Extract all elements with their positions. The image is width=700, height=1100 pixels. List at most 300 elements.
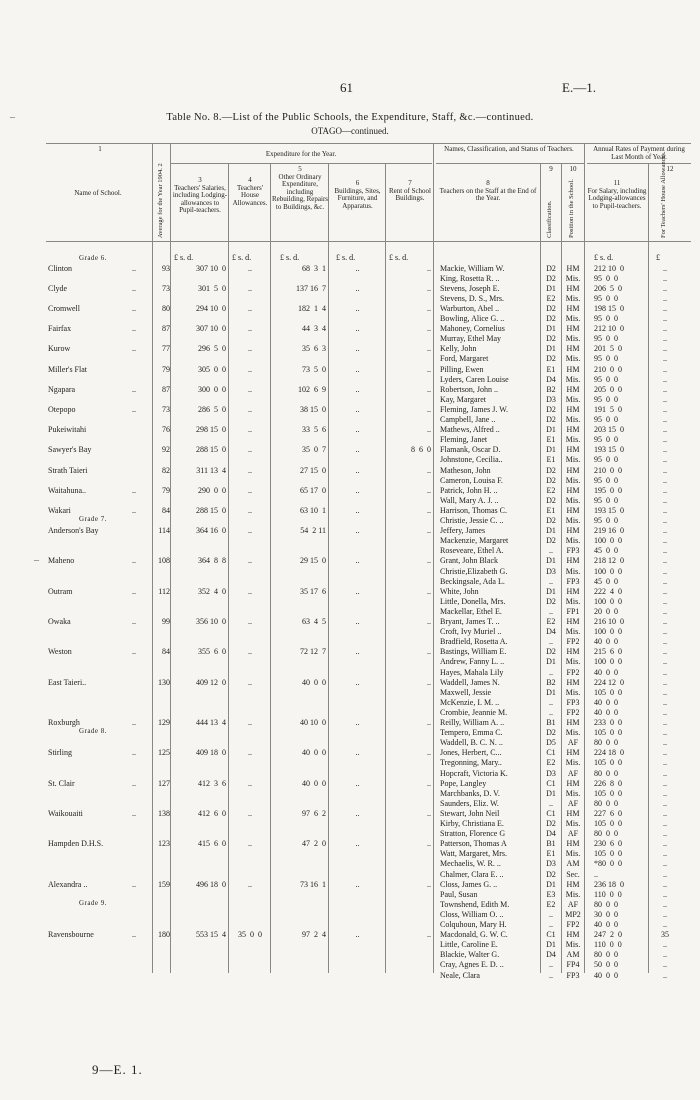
school-rent: .. (427, 718, 431, 727)
teacher-classification: B1 (546, 718, 556, 727)
teacher-name: Bradfield, Rosetta A. (440, 637, 508, 647)
teacher-classification: D3 (546, 859, 556, 869)
teacher-position: HM (566, 263, 580, 273)
school-buildings: .. (355, 808, 360, 818)
school-house-allowance: .. (248, 778, 252, 788)
school-average: 112 (158, 586, 170, 596)
school-house-allowance: .. (248, 647, 252, 657)
school-buildings: .. (355, 839, 360, 849)
teacher-name: Bastings, William E. (440, 647, 507, 657)
teacher-rate-salary: 230 6 0 (594, 839, 622, 849)
teacher-rate-salary: 95 0 0 (594, 334, 618, 344)
school-buildings: .. (355, 586, 360, 596)
teacher-classification: D2 (546, 495, 556, 505)
school-other-expenditure: 73 5 0 (302, 364, 326, 374)
teacher-rate-salary: 222 4 0 (594, 586, 622, 596)
teacher-row (0, 455, 700, 465)
teacher-rate-salary: 80 0 0 (594, 738, 618, 748)
teacher-rate-house: .. (663, 808, 667, 818)
teacher-name: Andrew, Fanny L. .. (440, 657, 505, 667)
teacher-name: Tempero, Emma C. (440, 728, 503, 738)
teacher-name: Watt, Margaret, Mrs. (440, 849, 507, 859)
teacher-name: King, Rosetta R. .. (440, 273, 500, 283)
teacher-name: Matheson, John (440, 465, 491, 475)
name-leader: .. (132, 930, 136, 940)
teacher-name: Grant, John Black (440, 556, 498, 566)
school-row (0, 839, 700, 849)
teacher-name: Stevens, D. S., Mrs. (440, 293, 505, 303)
teacher-name: Colquhoun, Mary H. (440, 920, 507, 929)
teacher-position: Mis. (565, 435, 581, 445)
teacher-name: Macdonald, G. W. C. (440, 930, 508, 940)
teacher-classification: D3 (546, 768, 556, 778)
school-name: Alexandra .. (48, 879, 88, 889)
table-title: Table No. 8.—List of the Public Schools, the Expenditure, Staff, &c.—continued. (166, 112, 534, 123)
school-rent: .. (427, 384, 431, 394)
teacher-position: FP3 (566, 576, 580, 586)
teacher-rate-salary: 195 0 0 (594, 485, 622, 495)
school-house-allowance: .. (248, 485, 252, 495)
school-average: 76 (162, 425, 170, 435)
teacher-position: Mis. (565, 687, 581, 697)
school-average: 87 (162, 324, 170, 334)
teacher-classification: D4 (546, 374, 556, 384)
school-average: 79 (162, 364, 170, 374)
teacher-classification: D2 (546, 303, 556, 313)
teacher-position: Mis. (565, 374, 581, 384)
name-leader: .. (132, 485, 136, 495)
teacher-classification: D2 (546, 404, 556, 414)
teacher-rate-house: .. (663, 869, 667, 879)
teacher-position: HM (566, 617, 580, 626)
school-rent: .. (427, 748, 431, 758)
school-average: 180 (158, 930, 170, 940)
teacher-rate-salary: 40 0 0 (594, 970, 618, 980)
col-10-number: 10 (569, 165, 577, 173)
teacher-row (0, 910, 700, 920)
teacher-position: FP3 (566, 970, 580, 980)
school-other-expenditure: 29 15 0 (300, 556, 326, 566)
teacher-name: Jeffery, James (440, 526, 486, 536)
teacher-position: HM (566, 445, 580, 455)
school-salaries: 307 10 0 (196, 263, 226, 273)
school-house-allowance: .. (248, 303, 252, 313)
school-name: Clinton (48, 263, 73, 273)
teacher-position: HM (566, 425, 580, 435)
teacher-rate-house: .. (663, 546, 667, 556)
school-name: Fairfax (48, 324, 72, 334)
teacher-rate-house: .. (663, 283, 667, 293)
school-salaries: 290 0 0 (198, 485, 226, 495)
teacher-rate-salary: 100 0 0 (594, 627, 622, 637)
school-house-allowance: .. (248, 384, 252, 394)
teacher-position: HM (566, 839, 580, 849)
teacher-classification: .. (549, 606, 553, 616)
teacher-row (0, 849, 700, 859)
teacher-rate-house: .. (663, 586, 667, 596)
teacher-rate-house: .. (663, 748, 667, 758)
teacher-rate-house: .. (663, 677, 667, 687)
teacher-rate-salary: 193 15 0 (594, 505, 624, 515)
name-leader: .. (132, 808, 136, 818)
teacher-rate-salary: 224 12 0 (594, 677, 624, 687)
teacher-rate-house: .. (663, 889, 667, 899)
teacher-name: Little, Caroline E. (440, 940, 498, 950)
teacher-rate-salary: 110 0 0 (594, 889, 622, 899)
school-rent: .. (427, 930, 431, 940)
name-leader: .. (132, 586, 136, 596)
teacher-rate-house: .. (663, 324, 667, 334)
school-house-allowance: .. (248, 324, 252, 334)
teacher-rate-house: .. (663, 505, 667, 515)
teacher-name: Pilling, Ewen (440, 364, 484, 374)
school-row (0, 718, 700, 728)
teacher-name: Townshend, Edith M. (440, 899, 510, 909)
school-rent: 8 6 0 (411, 445, 431, 455)
teacher-rate-house: .. (663, 798, 667, 808)
teacher-rate-salary: 218 12 0 (594, 556, 624, 566)
school-average: 77 (162, 344, 170, 354)
teacher-classification: .. (549, 576, 553, 586)
school-other-expenditure: 97 2 4 (302, 930, 326, 940)
teacher-rate-house: .. (663, 859, 667, 869)
teacher-row (0, 829, 700, 839)
teacher-classification: .. (549, 697, 553, 707)
teacher-rate-salary: 95 0 0 (594, 455, 618, 465)
school-salaries: 412 3 6 (198, 778, 226, 788)
teacher-classification: D1 (546, 687, 556, 697)
school-average: 92 (162, 445, 170, 455)
teacher-rate-house: .. (663, 697, 667, 707)
school-name: Ngapara (48, 384, 76, 394)
teacher-position: HM (566, 556, 580, 566)
school-average: 73 (162, 283, 170, 293)
teacher-name: Cray, Agnes E. D. .. (440, 960, 504, 970)
school-other-expenditure: 97 6 2 (302, 808, 326, 818)
school-average: 84 (162, 505, 170, 515)
teacher-row (0, 738, 700, 748)
school-rent: .. (427, 647, 431, 657)
teacher-classification: D2 (546, 354, 556, 364)
teacher-rate-salary: 95 0 0 (594, 415, 618, 424)
school-other-expenditure: 40 0 0 (302, 748, 326, 758)
school-rent: .. (427, 778, 431, 788)
teacher-rate-salary: 105 0 0 (594, 849, 622, 859)
teacher-classification: C1 (546, 808, 556, 818)
teacher-name: Tregonning, Mary.. (440, 758, 502, 768)
teacher-name: Blackie, Walter G. (440, 950, 500, 960)
teacher-name: Christie,Elizabeth G. (440, 566, 508, 576)
teacher-name: Reilly, William A. .. (440, 718, 505, 727)
school-buildings: .. (355, 283, 360, 293)
school-salaries: 496 18 0 (196, 879, 226, 889)
school-row (0, 466, 700, 476)
school-other-expenditure: 63 4 5 (302, 617, 326, 626)
school-house-allowance: .. (248, 748, 252, 758)
name-leader: .. (132, 879, 136, 889)
teacher-rate-house: .. (663, 637, 667, 647)
teacher-row (0, 859, 700, 869)
teacher-rate-salary: 105 0 0 (594, 788, 622, 798)
teacher-row (0, 758, 700, 768)
teacher-classification: D2 (546, 869, 556, 879)
teacher-row (0, 728, 700, 738)
teacher-row (0, 799, 700, 809)
name-leader: .. (132, 283, 136, 293)
teacher-rate-salary: 233 0 0 (594, 718, 622, 727)
col-rate-salary-header: 11 For Salary, including Lodging-allowances to Pupil-teachers. (587, 179, 647, 210)
teacher-rate-salary: 100 0 0 (594, 536, 622, 546)
teacher-position: HM (566, 324, 580, 334)
school-row (0, 587, 700, 597)
school-buildings: .. (355, 617, 360, 626)
teacher-rate-salary: 95 0 0 (594, 394, 618, 404)
teacher-position: Mis. (565, 596, 581, 606)
teacher-classification: D2 (546, 516, 556, 525)
teacher-position: FP3 (566, 697, 580, 707)
teacher-name: White, John (440, 586, 479, 596)
school-rent: .. (427, 879, 431, 889)
teacher-row (0, 627, 700, 637)
teacher-classification: E2 (546, 899, 556, 909)
name-leader: .. (132, 384, 136, 394)
school-salaries: 301 5 0 (198, 283, 226, 293)
teacher-classification: D2 (546, 334, 556, 344)
school-salaries: 300 0 0 (198, 384, 226, 394)
school-other-expenditure: 35 17 6 (300, 586, 326, 596)
teacher-classification: D4 (546, 627, 556, 637)
school-name: Kurow (48, 344, 71, 354)
school-buildings: .. (355, 879, 360, 889)
teacher-rate-salary: 205 0 0 (594, 384, 622, 394)
col-rate-house-header: For Teachers' House Allowances. (660, 151, 667, 238)
teacher-position: HM (566, 677, 580, 687)
grade-8-label: Grade 8. (78, 727, 108, 735)
teacher-rate-salary: 45 0 0 (594, 576, 618, 586)
school-name: Ravensbourne (48, 930, 94, 940)
school-house-allowance: .. (248, 505, 252, 515)
school-name: Pukeiwitahi (48, 425, 87, 435)
school-other-expenditure: 33 5 6 (302, 425, 326, 435)
school-buildings: .. (355, 324, 360, 334)
teacher-row (0, 415, 700, 425)
school-other-expenditure: 40 10 0 (300, 718, 326, 727)
school-rent: .. (427, 303, 431, 313)
teacher-position: Mis. (565, 566, 581, 576)
school-row (0, 748, 700, 758)
teacher-rate-salary: 210 0 0 (594, 364, 622, 374)
school-house-allowance: .. (248, 839, 252, 849)
teacher-row (0, 567, 700, 577)
school-buildings: .. (355, 647, 360, 657)
teacher-name: Mathews, Alfred .. (440, 425, 500, 435)
teacher-rate-house: .. (663, 263, 667, 273)
teacher-name: Stratton, Florence G (440, 829, 506, 839)
teacher-classification: D5 (546, 738, 556, 748)
header-bottom-rule (46, 241, 691, 242)
teacher-position: AF (567, 768, 579, 778)
teacher-rate-house: .. (663, 455, 667, 465)
teacher-position: Mis. (565, 334, 581, 344)
teacher-rate-house: .. (663, 647, 667, 657)
teacher-name: Fleming, James J. W. (440, 404, 509, 414)
teacher-rate-salary: 105 0 0 (594, 758, 622, 768)
teacher-rate-salary: 193 15 0 (594, 445, 624, 455)
teacher-rate-salary: 95 0 0 (594, 273, 618, 283)
teacher-row (0, 698, 700, 708)
teacher-rate-salary: *80 0 0 (594, 859, 622, 869)
teacher-rate-salary: 236 18 0 (594, 879, 624, 889)
rates-header-rule (587, 163, 691, 164)
teacher-rate-house: .. (663, 364, 667, 374)
col-buildings-header: 6 Buildings, Sites, Furniture, and Apparatus. (334, 179, 381, 210)
teacher-rate-house: .. (663, 354, 667, 364)
teacher-row (0, 940, 700, 950)
teacher-name: Lyders, Caren Louise (440, 374, 509, 384)
school-rent: .. (427, 465, 431, 475)
teacher-rate-salary: 30 0 0 (594, 909, 618, 919)
teacher-position: FP3 (566, 546, 580, 556)
teacher-row (0, 496, 700, 506)
school-salaries: 298 15 0 (196, 425, 226, 435)
teacher-name: Wall, Mary A. J. .. (440, 495, 499, 505)
teacher-position: Mis. (565, 495, 581, 505)
margin-dash: – (10, 112, 15, 123)
teacher-rate-house: .. (663, 909, 667, 919)
teacher-rate-house: .. (663, 425, 667, 435)
teacher-rate-house: .. (663, 899, 667, 909)
teacher-position: HM (566, 748, 580, 758)
school-other-expenditure: 40 0 0 (302, 778, 326, 788)
school-salaries: 296 5 0 (198, 344, 226, 354)
teacher-row (0, 960, 700, 970)
staff-group-header: Names, Classification, and Status of Teachers. (444, 145, 574, 153)
teacher-row (0, 708, 700, 718)
school-salaries: 409 18 0 (196, 748, 226, 758)
teacher-name: Maxwell, Jessie (440, 687, 492, 697)
teacher-name: Paul, Susan (440, 889, 478, 899)
teacher-position: FP1 (566, 606, 580, 616)
teacher-rate-house: .. (663, 576, 667, 586)
teacher-rate-salary: 95 0 0 (594, 475, 618, 485)
teacher-position: HM (566, 344, 580, 354)
teacher-name: Mechaelis, W. R. .. (440, 859, 501, 869)
teacher-name: Bowling, Alice G. .. (440, 314, 505, 323)
name-leader: .. (132, 263, 136, 273)
teacher-row (0, 516, 700, 526)
school-rent: .. (427, 344, 431, 354)
teacher-rate-house: .. (663, 566, 667, 576)
teacher-rate-salary: 105 0 0 (594, 687, 622, 697)
school-row (0, 284, 700, 294)
teacher-name: Waddell, James N. (440, 677, 500, 687)
teacher-rate-house: .. (663, 879, 667, 889)
teacher-classification: D2 (546, 728, 556, 738)
teacher-rate-salary: 215 6 0 (594, 647, 622, 657)
teacher-rate-house: .. (663, 404, 667, 414)
school-buildings: .. (355, 404, 360, 414)
school-house-allowance: 35 0 0 (238, 930, 262, 940)
school-rent: .. (427, 808, 431, 818)
footer-code: 9—E. 1. (92, 1062, 143, 1077)
school-average: 129 (158, 718, 170, 727)
teacher-name: Johnstone, Cecilia.. (440, 455, 503, 465)
teacher-position: MP2 (565, 909, 581, 919)
school-row (0, 880, 700, 890)
teacher-classification: D2 (546, 475, 556, 485)
teacher-name: Beckingsale, Ada L. (440, 576, 505, 586)
teacher-rate-house: .. (663, 707, 667, 717)
school-buildings: .. (355, 465, 360, 475)
school-row (0, 678, 700, 688)
school-house-allowance: .. (248, 465, 252, 475)
school-rent: .. (427, 586, 431, 596)
school-buildings: .. (355, 303, 360, 313)
teacher-name: Christie, Jessie C. .. (440, 516, 504, 525)
teacher-classification: .. (549, 970, 553, 980)
school-salaries: 311 13 4 (196, 465, 226, 475)
school-rent: .. (427, 324, 431, 334)
teacher-classification: D1 (546, 556, 556, 566)
school-buildings: .. (355, 364, 360, 374)
col-classification-header: Classification. (546, 200, 553, 238)
school-salaries: 409 12 0 (196, 677, 226, 687)
teacher-position: HM (566, 718, 580, 727)
teacher-rate-house: .. (663, 273, 667, 283)
teacher-position: HM (566, 283, 580, 293)
expenditure-group-header: Expenditure for the Year. (265, 150, 337, 158)
school-name: Hampden D.H.S. (48, 839, 104, 849)
school-buildings: .. (355, 748, 360, 758)
teacher-position: HM (566, 526, 580, 536)
teacher-row (0, 607, 700, 617)
school-other-expenditure: 44 3 4 (302, 324, 326, 334)
teacher-classification: D1 (546, 324, 556, 334)
teacher-name: Closs, James G. .. (440, 879, 498, 889)
teacher-name: Robertson, John .. (440, 384, 498, 394)
teacher-classification: D2 (546, 596, 556, 606)
school-buildings: .. (355, 526, 360, 536)
school-row (0, 405, 700, 415)
teacher-position: AF (567, 738, 579, 748)
teacher-rate-salary: 95 0 0 (594, 516, 618, 525)
teacher-position: AF (567, 899, 579, 909)
teacher-position: FP2 (566, 707, 580, 717)
school-rent: .. (427, 404, 431, 414)
col-average-header: Average for the Year 1904. 2 (157, 163, 164, 238)
school-average: 80 (162, 303, 170, 313)
teacher-classification: E2 (546, 293, 556, 303)
school-buildings: .. (355, 556, 360, 566)
teacher-name: McKenzie, I. M. .. (440, 697, 500, 707)
school-average: 123 (158, 839, 170, 849)
teacher-rate-house: .. (663, 475, 667, 485)
teacher-rate-salary: 100 0 0 (594, 657, 622, 667)
school-salaries: 356 10 0 (196, 617, 226, 626)
school-salaries: 286 5 0 (198, 404, 226, 414)
teacher-row (0, 637, 700, 647)
school-buildings: .. (355, 778, 360, 788)
name-leader: .. (132, 718, 136, 727)
school-buildings: .. (355, 718, 360, 727)
teacher-position: AM (566, 859, 580, 869)
teacher-rate-salary: 212 10 0 (594, 324, 624, 334)
teacher-classification: D1 (546, 344, 556, 354)
teacher-row (0, 769, 700, 779)
name-leader: .. (132, 647, 136, 657)
teacher-rate-house: .. (663, 950, 667, 960)
school-average: 127 (158, 778, 170, 788)
